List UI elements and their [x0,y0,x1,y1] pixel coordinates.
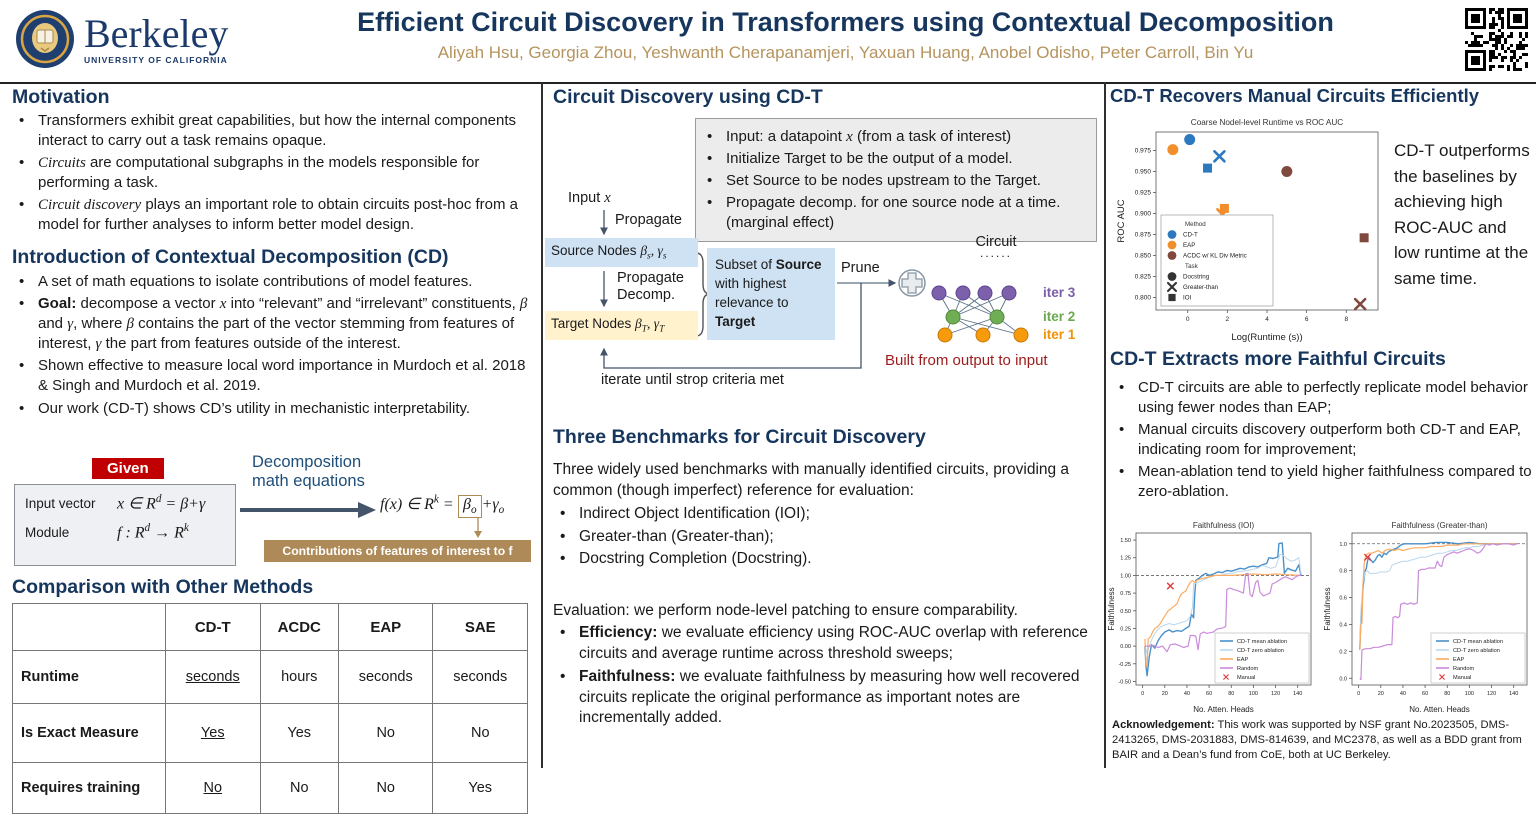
given-badge: Given [92,458,164,479]
svg-text:1.25: 1.25 [1120,555,1131,562]
benchmarks-intro: Three widely used benchmarks with manually identified circuits, providing a common (though imperfect) reference for evaluation: [553,461,1070,500]
comparison-col-acdc: ACDC [260,604,338,651]
circuit-label: Circuit [975,234,1017,250]
faithful-list [1112,378,1532,505]
input-x-label: Input x [568,190,611,206]
svg-text:0.4: 0.4 [1339,622,1347,629]
target-nodes-box: Target Nodes $\beta_T$, $\gamma_T$ [545,311,698,340]
evaluation-bullet: • Faithfulness: we evaluate faithfulness by measuring how well recovered circuits replicate the original performance as important notes are incrementally added. [553,667,1095,729]
output-equation-pre: f(x) ∈ $R^k$ = [380,494,454,514]
faithful-heading: CD-T Extracts more Faithful Circuits [1110,348,1446,370]
row-label: Runtime [13,651,166,704]
benchmark-bullet: • Indirect Object Identification (IOI); [553,504,1095,525]
cell: Yes [433,763,528,814]
svg-text:ACDC w/ KL Div Metric: ACDC w/ KL Div Metric [1183,252,1247,260]
intro-cd-list [12,272,529,421]
algorithm-step: • Propagate decomp. for one source node at a time. (marginal effect) [700,193,1086,233]
svg-text:1.50: 1.50 [1120,538,1131,545]
cell: No [260,763,338,814]
poster-authors: Aliyah Hsu, Georgia Zhou, Yeshwanth Cherapanamjeri, Yaxuan Huang, Anobel Odisho, Peter Carroll, Bin Yu [437,42,1254,62]
cdt-pipeline-diagram [541,118,1104,408]
svg-text:0.800: 0.800 [1134,294,1151,302]
cell: No [433,704,528,763]
propagate-decomp-label-2: Decomp. [617,287,676,303]
svg-text:100: 100 [1464,691,1474,697]
svg-text:0.00: 0.00 [1120,644,1131,651]
svg-text:0.900: 0.900 [1134,210,1151,218]
cell: Yes [260,704,338,763]
comparison-col-cd-t: CD-T [166,604,261,651]
module-equation: f : $R^d \to R^k$ [117,522,189,542]
svg-text:40: 40 [1399,691,1407,697]
intro-bullet: • Goal: decompose a vector x into “relevant” and “irrelevant” constituents, β and γ, where β contains the part of the vector stemming from features of interest, γ the part from features outside of the interest. [12,294,529,354]
motivation-list [12,111,529,238]
svg-text:-0.25: -0.25 [1118,661,1131,668]
iter2-nodes [946,310,1004,324]
table-row [13,704,528,763]
circuit-nodes-graphic [927,258,1039,348]
svg-text:60: 60 [1422,691,1429,697]
svg-text:80: 80 [1228,691,1235,697]
svg-text:1.00: 1.00 [1120,573,1131,580]
berkeley-logo [14,8,228,70]
svg-text:CD-T: CD-T [1183,231,1198,239]
intro-bullet: • A set of math equations to isolate contributions of model features. [12,272,529,292]
iterate-label: iterate until strop criteria met [601,372,784,388]
beta-to-contrib-arrow [468,518,488,540]
svg-text:Task: Task [1185,263,1198,270]
intro-cd-heading: Introduction of Contextual Decomposition (CD) [12,246,449,268]
svg-text:CD-T mean ablation: CD-T mean ablation [1237,639,1287,645]
faithfulness-greater-than-chart [1322,520,1532,716]
faithful-bullet: • Mean-ablation tend to yield higher faithfulness compared to zero-ablation. [1112,462,1532,502]
svg-text:EAP: EAP [1453,657,1465,663]
row-label: Requires training [13,763,166,814]
circuit-discovery-heading: Circuit Discovery using CD-T [553,86,823,108]
ellipsis-dots: ...... [979,246,1012,260]
cell: No [338,704,433,763]
svg-text:0.975: 0.975 [1134,147,1151,155]
svg-text:140: 140 [1509,691,1519,697]
cell: No [166,763,261,814]
subset-box: Subset of Source with highest relevance to Target [707,248,835,340]
svg-text:EAP: EAP [1183,242,1196,249]
svg-text:0.6: 0.6 [1339,595,1347,602]
algorithm-steps-list [700,127,1086,233]
decomposition-label: Decomposition math equations [252,453,365,490]
svg-text:CD-T zero ablation: CD-T zero ablation [1237,648,1284,654]
algorithm-step: • Set Source to be nodes upstream to the Target. [700,171,1086,191]
svg-text:8: 8 [1344,316,1349,323]
svg-text:-0.50: -0.50 [1118,679,1131,686]
svg-text:0.8: 0.8 [1339,568,1347,575]
intro-bullet: • Shown effective to measure local word importance in Murdoch et al. 2018 & Singh and Murdoch et al. 2019. [12,356,529,396]
berkeley-seal-icon [14,8,76,70]
propagate-decomp-label-1: Propagate [617,270,684,286]
svg-text:6: 6 [1304,316,1309,323]
right-column [1104,82,1536,768]
svg-text:0.850: 0.850 [1134,252,1151,260]
svg-text:ROC AUC: ROC AUC [1116,199,1127,243]
algorithm-step: • Input: a datapoint x (from a task of interest) [700,127,1086,147]
svg-text:20: 20 [1377,691,1384,697]
comparison-heading: Comparison with Other Methods [12,576,314,598]
svg-text:120: 120 [1486,691,1497,697]
middle-column [541,82,1106,768]
svg-text:Random: Random [1453,666,1475,672]
evaluation-bullet: • Efficiency: we evaluate efficiency using ROC-AUC overlap with reference circuits and average runtime across threshold sweeps; [553,623,1095,665]
gamma-o: $+\gamma_o$ [481,496,505,517]
efficiency-heading: CD-T Recovers Manual Circuits Efficiently [1110,85,1480,106]
comparison-table [12,603,528,814]
svg-text:CD-T zero ablation: CD-T zero ablation [1453,648,1500,654]
cell: seconds [433,651,528,704]
iter3-label: iter 3 [1043,285,1076,300]
svg-text:IOI: IOI [1183,294,1192,302]
cell: No [338,763,433,814]
cell: hours [260,651,338,704]
iter2-label: iter 2 [1043,309,1076,324]
cell: seconds [166,651,261,704]
svg-text:Coarse Nodel-level Runtime vs: Coarse Nodel-level Runtime vs ROC AUC [1190,118,1344,127]
acknowledgement: Acknowledgement: This work was supported by NSF grant No.2023505, DMS-2413265, DMS-2031883, DMS-814639, and MC2378, as well as a BDD grant from BAIR and a Dean’s fund from CoE, both at UC Berkeley. [1112,719,1522,762]
left-column [0,82,543,796]
svg-text:Docstring: Docstring [1183,273,1210,281]
svg-text:0.0: 0.0 [1339,676,1347,683]
faithfulness-ioi-chart [1106,520,1316,716]
benchmark-bullet: • Greater-than (Greater-than); [553,527,1095,548]
benchmark-bullet: • Docstring Completion (Docstring). [553,549,1095,570]
svg-text:No. Atten. Heads: No. Atten. Heads [1409,705,1470,714]
evaluation-intro: Evaluation: we perform node-level patching to ensure comparability. [553,602,1018,620]
svg-text:0: 0 [1357,691,1361,697]
faithful-bullet: • Manual circuits discovery outperform both CD-T and EAP, indicating room for improvement; [1112,420,1532,460]
svg-text:20: 20 [1161,691,1168,697]
svg-text:Method: Method [1185,221,1206,228]
svg-text:0.2: 0.2 [1339,649,1347,656]
svg-text:CD-T mean ablation: CD-T mean ablation [1453,639,1503,645]
svg-text:0: 0 [1141,691,1145,697]
cell: Yes [166,704,261,763]
intro-bullet: • Our work (CD-T) shows CD’s utility in mechanistic interpretability. [12,399,529,419]
iter3-nodes [932,286,1016,300]
berkeley-wordmark: Berkeley [84,10,229,56]
cell: seconds [338,651,433,704]
evaluation-list [553,623,1095,729]
table-row [13,651,528,704]
benchmarks-list [553,504,1095,570]
svg-text:Manual: Manual [1237,675,1256,681]
svg-text:60: 60 [1206,691,1213,697]
benchmarks-heading: Three Benchmarks for Circuit Discovery [553,426,926,448]
svg-text:Log(Runtime (s)): Log(Runtime (s)) [1231,332,1303,343]
motivation-bullet: • Transformers exhibit great capabilities, but how the internal components interact to carry out a task remains opaque. [12,111,529,151]
row-label: Is Exact Measure [13,704,166,763]
svg-text:Faithfulness: Faithfulness [1323,587,1332,631]
source-nodes-box: Source Nodes $\beta_s$, $\gamma_s$ [545,238,698,267]
table-row [13,763,528,814]
svg-text:0.75: 0.75 [1120,591,1131,598]
built-from-output-label: Built from output to input [885,352,1048,369]
svg-text:0.875: 0.875 [1134,231,1151,239]
comparison-col-eap: EAP [338,604,433,651]
decomposition-arrow [240,500,378,520]
svg-text:40: 40 [1183,691,1191,697]
algorithm-step: • Initialize Target to be the output of a model. [700,149,1086,169]
svg-text:2: 2 [1225,316,1230,323]
svg-text:Faithfulness (Greater-than): Faithfulness (Greater-than) [1391,521,1488,530]
svg-text:No. Atten. Heads: No. Atten. Heads [1193,705,1254,714]
poster-title: Efficient Circuit Discovery in Transformers using Contextual Decomposition [357,7,1334,37]
input-vector-label: Input vector [25,495,96,511]
svg-text:Random: Random [1237,666,1259,672]
svg-text:80: 80 [1444,691,1451,697]
svg-text:0.825: 0.825 [1134,273,1151,281]
prune-label: Prune [841,260,880,276]
faithful-bullet: • CD-T circuits are able to perfectly replicate model behavior using fewer nodes than EAP; [1112,378,1532,418]
berkeley-wordmark-subtitle: UNIVERSITY OF CALIFORNIA [84,54,228,65]
svg-text:Faithfulness: Faithfulness [1107,587,1116,631]
svg-text:0: 0 [1185,316,1190,323]
svg-text:4: 4 [1265,316,1269,323]
cd-equation-diagram [0,452,541,574]
input-vector-equation: x ∈ $R^d = \beta+\gamma$ [117,493,206,513]
svg-text:0.950: 0.950 [1134,168,1151,176]
iter1-label: iter 1 [1043,327,1076,342]
module-label: Module [25,524,70,540]
efficiency-side-text: CD-T outperforms the baselines by achieving high ROC-AUC and low runtime at the same time. [1394,141,1530,288]
benchmarks-section [553,426,1095,731]
comparison-col-blank [13,604,166,651]
svg-text:140: 140 [1293,691,1303,697]
given-box [14,484,236,566]
algorithm-box [695,118,1097,242]
motivation-bullet: • Circuits are computational subgraphs in the models responsible for performing a task. [12,153,529,193]
svg-text:Faithfulness (IOI): Faithfulness (IOI) [1192,521,1255,530]
contributions-label: Contributions of features of interest to f [264,540,531,562]
svg-text:0.25: 0.25 [1120,626,1131,633]
svg-text:0.50: 0.50 [1120,608,1131,615]
svg-text:EAP: EAP [1237,657,1249,663]
propagate-label: Propagate [615,212,682,228]
svg-text:1.0: 1.0 [1339,541,1347,548]
motivation-heading: Motivation [12,86,110,108]
runtime-roc-scatter-chart [1114,116,1386,344]
svg-text:Manual: Manual [1453,675,1472,681]
poster-header [0,0,1536,84]
motivation-bullet: • Circuit discovery plays an important role to obtain circuits post-hoc from a model for further analyses to inform better model design. [12,195,529,235]
output-equation [380,494,504,518]
beta-o-boxed: $\beta_o$ [458,495,482,517]
svg-text:Greater-than: Greater-than [1183,284,1219,291]
comparison-col-sae: SAE [433,604,528,651]
svg-text:100: 100 [1248,691,1258,697]
svg-text:120: 120 [1270,691,1281,697]
qr-code [1465,8,1528,71]
svg-text:0.925: 0.925 [1134,189,1151,197]
